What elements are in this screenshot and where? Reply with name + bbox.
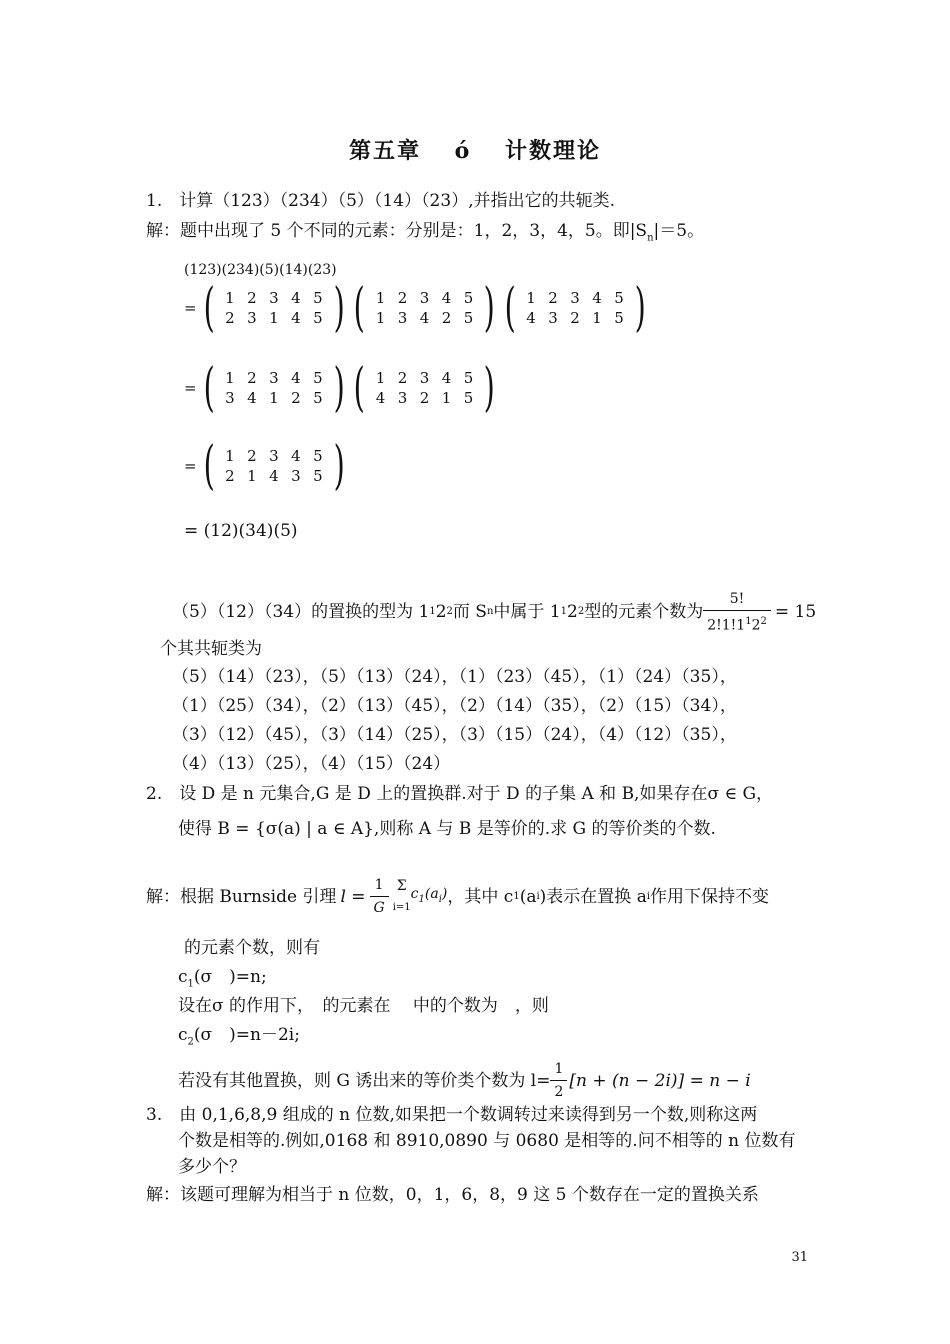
q3-line-2: 个数是相等的.例如,0168 和 8910,0890 与 0680 是相等的.问不相等的 n 位数有: [178, 1131, 796, 1151]
matrix-3: 1 2 3 4 5 4 3 2 1 5: [526, 289, 624, 327]
left-paren: (: [353, 278, 365, 338]
q2-line-b: $c_1(\sigma$ )=n;: [178, 967, 267, 990]
matrix-2: 1 2 3 4 5 1 3 4 2 5: [375, 289, 474, 327]
left-paren: (: [203, 358, 215, 418]
matrix-6: 1 2 3 4 5 2 1 4 3 5: [225, 447, 323, 485]
left-paren: (: [353, 358, 365, 418]
right-paren: ): [634, 278, 646, 338]
q3-line-3: 多少个？: [178, 1157, 246, 1177]
conjugate-line-2: （1）（25）（34），（2）（13）（45），（2）（14）（35），（2）（15）（34），: [172, 696, 737, 716]
q1-expression: (123)(234)(5)(14)(23): [184, 262, 337, 278]
conjugate-line-1: （5）（14）（23），（5）（13）（24），（1）（23）（45），（1）（24）（35），: [172, 667, 737, 687]
q1-statement: 1. 计算（123）（234）（5）（14）（23）,并指出它的共轭类.: [146, 191, 616, 211]
right-paren: ): [333, 278, 345, 338]
matrix-4: 1 2 3 4 5 3 4 1 2 5: [225, 369, 323, 407]
count-fraction: $\frac{5!}{2!1!1^12^2}$: [703, 588, 771, 637]
q2-statement-line-1: 2. 设 D 是 n 元集合,G 是 D 上的置换群.对于 D 的子集 A 和 B,如果存在σ ∈ G，: [146, 784, 774, 804]
left-paren: (: [203, 278, 215, 338]
page-number: 31: [791, 1250, 808, 1265]
q1-solution-sub: n: [647, 232, 654, 244]
q3-solution: 解：该题可理解为相当于 n 位数，0，1，6，8，9 这 5 个数存在一定的置换关系: [146, 1185, 759, 1205]
conjugate-line-3: （3）（12）（45），（3）（14）（25），（3）（15）（24），（4）（12）（35），: [172, 725, 737, 745]
q1-solution-text: 解：题中出现了 5 个不同的元素：分别是：1，2，3，4，5。即|S: [146, 221, 648, 241]
equals-sign: =: [184, 457, 197, 475]
q2-line-d: $c_2(\sigma$ )=n－2i;: [178, 1025, 300, 1048]
q2-statement-line-2: 使得 B = {σ(a) | a ∈ A},则称 A 与 B 是等价的.求 G 的等价类的个数.: [178, 819, 716, 839]
q2-solution-line: 解：根据 Burnside 引理 l = $\frac{1}{G}$ Σ i=1 $c_1(a_i)$ ，其中 c 1 (a i )表示在置换 a i 作用下保持不变: [146, 874, 769, 919]
right-paren: ): [484, 278, 496, 338]
matrix-product-row-2: [184, 358, 500, 418]
q2-line-a: 的元素个数，则有: [184, 938, 320, 958]
matrix-1: 1 2 3 4 5 2 3 1 4 5: [225, 289, 323, 327]
q2-line-c: 设在σ 的作用下， 的元素在 中的个数为 ，则: [178, 996, 549, 1016]
q1-solution-intro: [146, 220, 704, 249]
left-paren: (: [504, 278, 516, 338]
right-paren: ): [333, 358, 345, 418]
matrix-product-row-3: [184, 436, 349, 496]
q1-conjugate-intro: 个其共轭类为: [160, 639, 262, 659]
left-paren: (: [203, 436, 215, 496]
equals-sign: =: [184, 379, 197, 397]
q2-line-e: 若没有其他置换，则 G 诱出来的等价类个数为 l= $\frac{1}{2}$ [n + (n − 2i)] = n − i: [178, 1058, 751, 1103]
equals-sign: =: [184, 299, 197, 317]
matrix-5: 1 2 3 4 5 4 3 2 1 5: [375, 369, 474, 407]
chapter-title: 第五章 ó 计数理论: [349, 138, 601, 164]
q3-line-1: 3. 由 0,1,6,8,9 组成的 n 位数,如果把一个数调转过来读得到另一个数,则称这两: [146, 1105, 758, 1125]
q1-solution-end: |＝5。: [653, 221, 705, 241]
right-paren: ): [333, 436, 345, 496]
conjugate-line-4: （4）（13）（25），（4）（15）（24）: [172, 754, 451, 774]
q1-result: = (12)(34)(5): [184, 521, 298, 541]
right-paren: ): [484, 358, 496, 418]
matrix-product-row-1: [184, 278, 650, 338]
q1-type-line: （5）（12）（34）的置换的型为 1 1 2 2 而 S n 中属于 1 1 2 2 型的元素个数为 $\frac{5!}{2!1!1^12^2}$ = 15: [172, 588, 816, 637]
